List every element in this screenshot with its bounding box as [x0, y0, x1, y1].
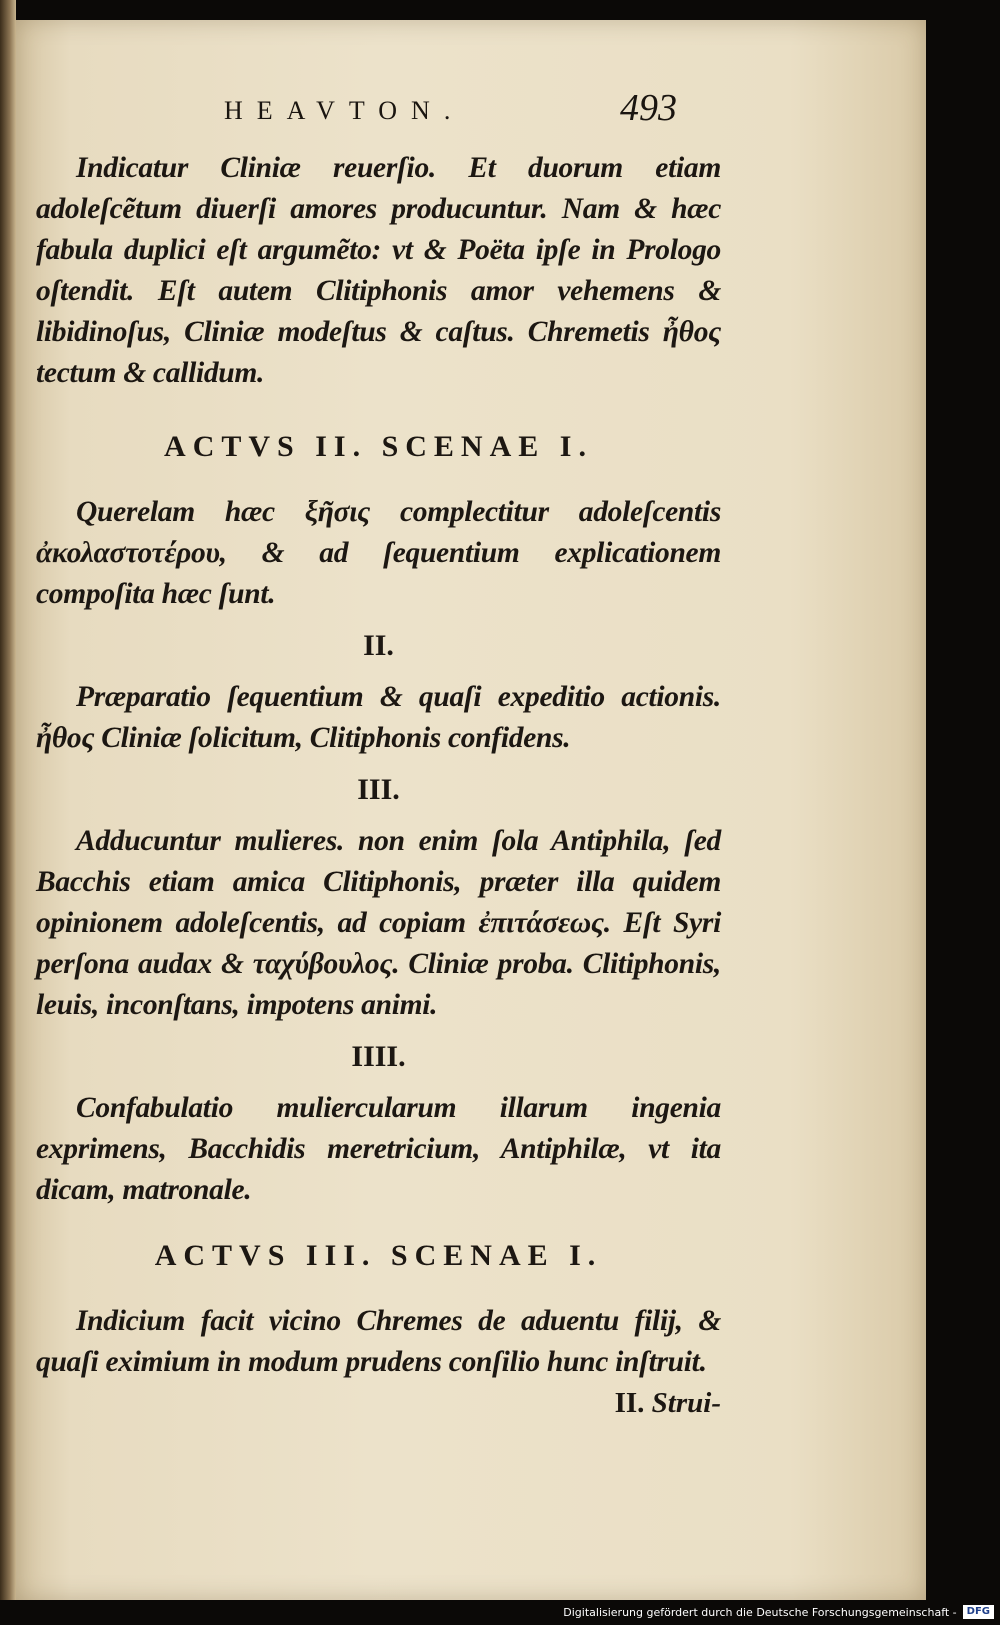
scene-paragraph: Confabulatio muliercularum illarum ingenia exprimens, Bacchidis meretricium, Antiphilæ, vt ita dicam, matronale.: [36, 1092, 721, 1206]
scene-paragraph: Indicium facit vicino Chremes de aduentu filij, & quaſi eximium in modum prudens conſilio hunc inſtruit.: [36, 1305, 721, 1378]
catchword-word: Strui-: [651, 1387, 721, 1419]
book-page: [16, 20, 926, 1600]
act-heading: ACTVS III. SCENAE I.: [154, 1239, 603, 1272]
page-content: [36, 148, 721, 1423]
catchword-numeral: II.: [614, 1387, 645, 1419]
scene-heading: II.: [363, 629, 394, 662]
scene-paragraph: Adducuntur mulieres. non enim ſola Antiphila, ſed Bacchis etiam amica Clitiphonis, præter illa quidem opinionem adoleſcentis, ad copiam ἐπιτάσεως. Eſt Syri perſona audax & ταχύβουλος. Cliniæ proba. Clitiphonis, leuis, inconſtans, impotens animi.: [36, 825, 721, 1021]
dfg-logo-icon: DFG: [963, 1605, 994, 1619]
catchword: [36, 1383, 721, 1423]
book-spine-edge: [0, 0, 16, 1600]
scene-paragraph: Querelam hæc ξῆσις complectitur adoleſcentis ἀκολαστοτέρου, & ad ſequentium explicationem compoſita hæc ſunt.: [36, 496, 721, 610]
digitization-footer: [563, 1602, 994, 1622]
page-number: 493: [620, 87, 677, 129]
scene-paragraph: Præparatio ſequentium & quaſi expeditio actionis. ἦθος Cliniæ ſolicitum, Clitiphonis confidens.: [36, 681, 721, 754]
act-heading: ACTVS II. SCENAE I.: [164, 430, 593, 463]
footer-credit-text: Digitalisierung gefördert durch die Deutsche Forschungsgemeinschaft -: [563, 1605, 957, 1619]
running-head: [16, 86, 926, 146]
scene-heading: IIII.: [351, 1040, 406, 1073]
running-title: HEAVTON.: [224, 96, 465, 125]
scene-heading: III.: [357, 773, 400, 806]
argument-paragraph: Indicatur Cliniæ reuerſio. Et duorum etiam adoleſcẽtum diuerſi amores producuntur. Nam & hæc fabula duplici eſt argumẽto: vt & Poëta ipſe in Prologo oſtendit. Eſt autem Clitiphonis amor vehemens & libidinoſus, Cliniæ modeſtus & caſtus. Chremetis ἦθος tectum & callidum.: [36, 152, 721, 389]
